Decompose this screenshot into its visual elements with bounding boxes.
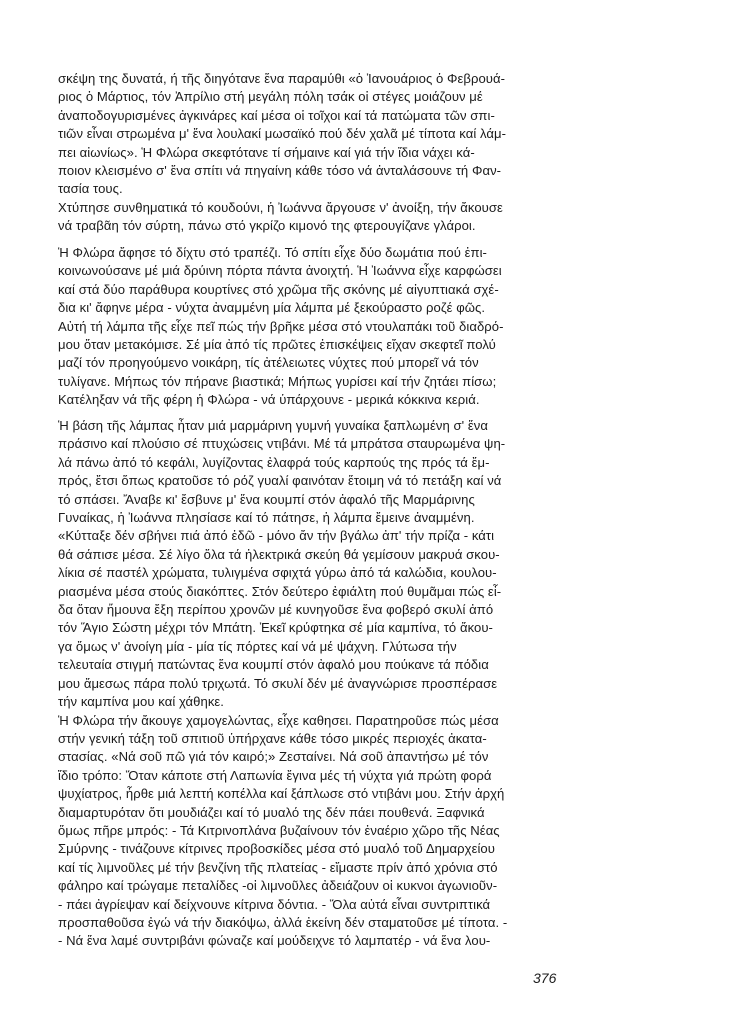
text-line: τιῶν εἶναι στρωμένα μ' ἕνα λουλακί μωσαϊκό πού δέν χαλᾶ μέ τίποτα καί λάμ- — [58, 126, 507, 142]
text-line: μαζί τόν προηγούμενο νοικάρη, τίς ἀτέλειωτες νύχτες πού μπορεῖ νά τόν — [58, 355, 479, 371]
text-line: κοινωνούσανε μέ μιά δρύινη πόρτα πάντα ἀνοιχτή. Ἡ Ἰωάννα εἶχε καρφώσει — [58, 263, 502, 279]
text-line: Χτύπησε συνθηματικά τό κουδούνι, ἡ Ἰωάννα ἄργουσε ν' ἀνοίξη, τήν ἄκουσε — [58, 199, 503, 215]
text-line: Αὐτή τή λάμπα τῆς εἶχε πεῖ πώς τήν βρῆκε μέσα στό ντουλαπάκι τοῦ διαδρό- — [58, 318, 504, 334]
page-number: 376 — [533, 970, 557, 986]
text-line: διαμαρτυρόταν ὅτι μουδιάζει καί τό μυαλό της δέν πάει πουθενά. Ξαφνικά — [58, 804, 485, 820]
text-line: μου ὅταν μετακόμισε. Σέ μία ἀπό τίς πρῶτες ἐπισκέψεις εἴχαν σκεφτεῖ πολύ — [58, 337, 496, 353]
text-line: προσπαθοῦσα ἐγώ νά τήν διακόψω, ἀλλά ἐκείνη δέν σταματοῦσε μέ τίποτα. - — [58, 914, 508, 930]
text-line: Ἡ βάση τῆς λάμπας ἦταν μιά μαρμάρινη γυμνή γυναίκα ξαπλωμένη σ' ἕνα — [58, 418, 488, 433]
text-line: ἀναποδογυρισμένες ἀγκινάρες καί μέσα οἱ τοῖχοι καί τά πατώματα τῶν σπι- — [58, 107, 495, 123]
text-line: στήν γενική τάξη τοῦ σπιτιοῦ ὑπήρχανε κάθε τόσο μικρές περιοχές ἀκατα- — [58, 730, 487, 746]
text-line: πει αἰωνίως». Ἡ Φλώρα σκεφτότανε τί σήμαινε καί γιά τήν ἴδια νάχει κά- — [58, 144, 475, 160]
text-line: στασίας. «Νά σοῦ πῶ γιά τόν καιρό;» Ζεσταίνει. Νά σοῦ ἀπαντήσω μέ τόν — [58, 749, 489, 765]
text-line: θά σάπισε μέσα. Σέ λίγο ὅλα τά ἠλεκτρικά σκεύη θά γεμίσουν μακρυά σκου- — [58, 546, 500, 562]
text-line: λά πάνω ἀπό τό κεφάλι, λυγίζοντας ἐλαφρά τούς καρπούς της πρός τά ἔμ- — [58, 454, 490, 470]
text-line: γα ὅμως ν' ἀνοίγη μία - μία τίς πόρτες καί νά μέ ψάχνη. Γλύτωσα τήν — [58, 638, 457, 654]
text-line: «Κύτταξε δέν σβήνει πιά ἀπό ἐδῶ - μόνο ἄν τήν βγάλω ἀπ' τήν πρίζα - κάτι — [58, 528, 495, 544]
text-line: ριος ὁ Μάρτιος, τόν Ἀπρίλιο στή μεγάλη πόλη τσάκ οἱ στέγες μοιάζουν μέ — [58, 89, 483, 105]
text-line: μου ἄμεσως πάρα πολύ τριχωτά. Τό σκυλί δέν μέ ἀναγνώρισε προσπέρασε — [58, 675, 498, 691]
text-line: τόν Ἅγιο Σώστη μέχρι τόν Μπάτη. Ἐκεῖ κρύφτηκα σέ μία καμπίνα, τό ἄκου- — [58, 620, 493, 636]
text-line: Σμύρνης - τινάζουνε κίτρινες προβοσκίδες μέσα στό μυαλό τοῦ Δημαρχείου — [58, 841, 495, 857]
text-line: δα ὅταν ἤμουνα ἔξη περίπου χρονῶν μέ κυνηγοῦσε ἕνα φοβερό σκυλί ἀπό — [58, 602, 494, 618]
text-line: λίκια σέ παστέλ χρώματα, τυλιγμένα σφιχτά γύρω ἀπό τά καλώδια, κουλου- — [58, 565, 497, 581]
text-line: ποιον κλεισμένο σ' ἕνα σπίτι νά πηγαίνη κάθε τόσο νά ἀνταλάσουνε τή Φαν- — [58, 163, 502, 179]
text-line: Κατέληξαν νά τῆς φέρη ἡ Φλώρα - νά ὑπάρχουνε - μερικά κόκκινα κεριά. — [58, 392, 480, 408]
text-line: ὅμως πῆρε μπρός: - Τά Κιτρινοπλάνα βυζαίνουν τόν ἐναέριο χῶρο τῆς Νέας — [58, 822, 500, 838]
text-line: φάληρο καί τρώγαμε πεταλίδες -οἱ λιμνοῦλες ἀδειάζουν οἱ κυκνοι ἀγωνιοῦν- — [58, 878, 498, 894]
text-line: σκέψη της δυνατά, ή τῆς διηγότανε ἕνα παραμύθι «ὁ Ἰανουάριος ὁ Φεβρουά- — [58, 71, 506, 86]
text-line: πρός, ἔτσι ὅπως κρατοῦσε τό ρόζ γυαλί φαινόταν ἕτοιμη νά τό πετάξη καί νά — [58, 473, 502, 489]
text-line: Ἡ Φλώρα τήν ἄκουγε χαμογελώντας, εἶχε καθησει. Παρατηροῦσε πώς μέσα — [58, 712, 499, 728]
paragraph-1 — [58, 70, 632, 236]
text-line: - πάει ἀγρίεψαν καί δείχνουνε κίτρινα δόντια. - Ὅλα αὐτά εἶναι συντριπτικά — [58, 896, 491, 912]
text-line: ἴδιο τρόπο: Ὅταν κάποτε στή Λαπωνία ἔγινα μές τή νύχτα γιά πρώτη φορά — [58, 767, 492, 783]
text-line: Ἡ Φλώρα ἄφησε τό δίχτυ στό τραπέζι. Τό σπίτι εἶχε δύο δωμάτια πού ἐπι- — [58, 245, 487, 260]
text-line: τό σπάσει. Ἄναβε κι' ἔσβυνε μ' ἕνα κουμπί στόν ἀφαλό τῆς Μαρμάρινης — [58, 491, 475, 507]
text-line: ριασμένα μέσα στούς διακόπτες. Στόν δεύτερο ἐφιάλτη πού θυμᾶμαι πώς εἶ- — [58, 583, 502, 599]
text-line: καί στά δύο παράθυρα κουρτίνες στό χρῶμα τῆς σκόνης μέ αἰγυπτιακά σχέ- — [58, 281, 499, 297]
paragraph-3 — [58, 417, 632, 951]
text-line: δια κι' ἄφηνε μέρα - νύχτα ἀναμμένη μία λάμπα μέ ξεκούραστο ροζέ φῶς. — [58, 300, 486, 316]
text-line: τασία τους. — [58, 181, 123, 197]
text-line: ψυχίατρος, ἦρθε μιά λεπτή κοπέλλα καί ξάπλωσε στό ντιβάνι μου. Στήν ἀρχή — [58, 786, 505, 802]
text-line: καί τίς λιμνοῦλες μέ τήν βενζίνη τῆς πλατείας - εἴμαστε πρίν ἀπό χρόνια στό — [58, 859, 498, 875]
paragraph-2 — [58, 244, 632, 410]
text-line: τυλίγανε. Μήπως τόν πήρανε βιαστικά; Μήπως γυρίσει καί τήν ζητάει πίσω; — [58, 373, 497, 389]
text-line: Γυναίκας, ἡ Ἰωάννα πλησίασε καί τό πάτησε, ἡ λάμπα ἔμεινε ἀναμμένη. — [58, 510, 475, 526]
text-line: πράσινο καί πλούσιο σέ πτυχώσεις ντιβάνι. Μέ τά μπράτσα σταυρωμένα ψη- — [58, 436, 506, 452]
text-line: νά τραβᾶη τόν σύρτη, πάνω στό γκρίζο κιμονό της φτερουγίζανε γλάροι. — [58, 218, 476, 234]
text-line: τελευταία στιγμή πατώντας ἕνα κουμπί στόν ἀφαλό μου πούκανε τά πόδια — [58, 657, 489, 673]
text-line: τήν καμπίνα μου καί χάθηκε. — [58, 694, 224, 710]
text-line: - Νά ἕνα λαμέ συντριβάνι φώναζε καί μούδειχνε τό λαμπατέρ - νά ἕνα λου- — [58, 933, 491, 949]
